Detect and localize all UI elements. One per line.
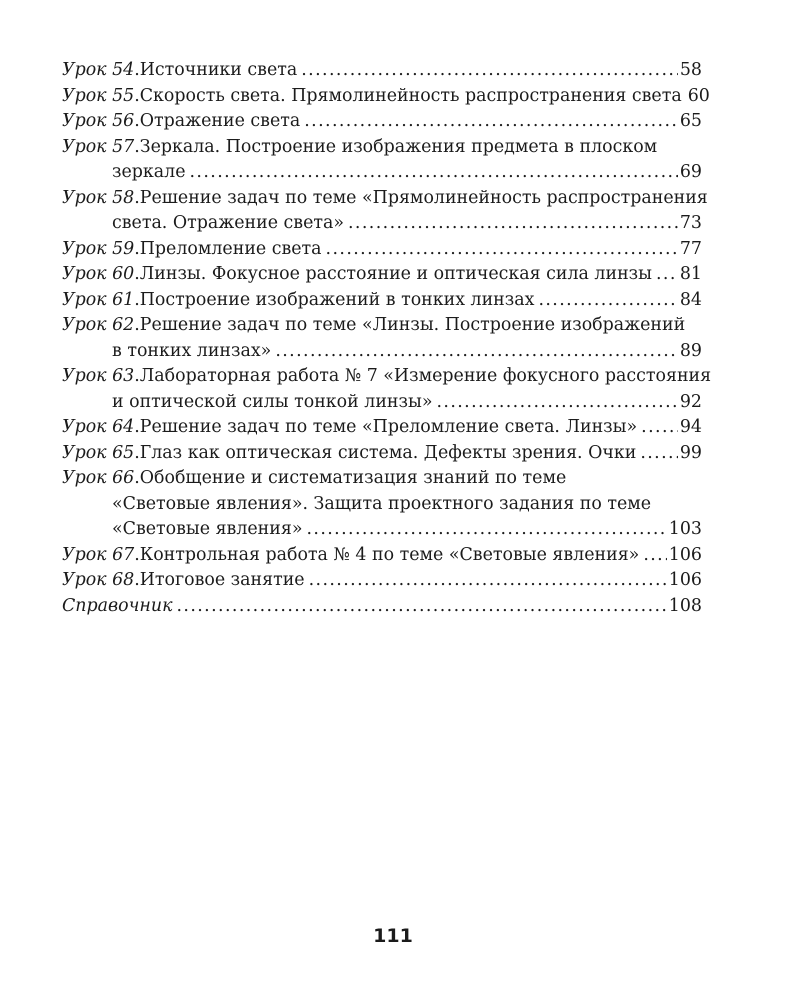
toc-entry-label: Урок 57 xyxy=(62,136,135,157)
toc-entry[interactable] xyxy=(62,84,710,110)
toc-entry-title: «Световые явления» xyxy=(112,519,303,539)
toc-entry-title: Линзы. Фокусное расстояние и оптическая сила линзы xyxy=(139,264,652,284)
toc-entry[interactable] xyxy=(62,186,708,237)
toc-entry-title: и оптической силы тонкой линзы» xyxy=(112,391,433,412)
toc-entry-line xyxy=(62,364,712,390)
toc-entry-title: Построение изображений в тонких линзах xyxy=(139,289,535,310)
dot-leader xyxy=(643,543,666,569)
toc-entry-title: света. Отражение света» xyxy=(112,213,344,233)
dot-leader xyxy=(538,288,677,314)
toc-entry-page: 106 xyxy=(668,570,702,590)
toc-entry-separator: . xyxy=(134,264,140,284)
toc-entry[interactable] xyxy=(62,543,702,569)
toc-entry-line xyxy=(62,288,702,314)
toc-entry-separator: . xyxy=(134,366,140,386)
toc-entry[interactable] xyxy=(62,568,702,594)
toc-entry-title: Контрольная работа № 4 по теме «Световые явления» xyxy=(139,544,640,565)
toc-entry-label: Справочник xyxy=(62,595,173,616)
toc-entry-title: зеркале xyxy=(112,162,186,182)
dot-leader xyxy=(176,594,666,620)
toc-entry[interactable] xyxy=(62,466,702,543)
toc-entry-separator: . xyxy=(134,85,140,106)
toc-entry-line xyxy=(62,594,702,620)
toc-entry-line xyxy=(62,186,708,212)
toc-entry[interactable] xyxy=(62,262,702,288)
toc-entry-separator: . xyxy=(134,442,140,463)
toc-entry-page: 99 xyxy=(679,442,702,463)
toc-entry-label: Урок 65 xyxy=(62,442,135,463)
toc-entry-line xyxy=(62,466,702,492)
toc-entry-separator: . xyxy=(134,60,140,80)
toc-entry-title: Итоговое занятие xyxy=(139,570,305,590)
toc-entry-page: 108 xyxy=(668,595,702,616)
toc-entry-line xyxy=(62,313,702,339)
toc-entry-title: Источники света xyxy=(139,60,298,80)
toc-entry-line xyxy=(62,441,702,467)
toc-entry-page: 69 xyxy=(679,162,702,182)
toc-entry-title: Лабораторная работа № 7 «Измерение фокусного расстояния xyxy=(139,366,712,386)
dot-leader xyxy=(301,58,678,84)
toc-entry-label: Урок 62 xyxy=(62,315,135,335)
toc-entry-separator: . xyxy=(134,238,140,259)
toc-entry[interactable] xyxy=(62,237,702,263)
toc-entry-page: 73 xyxy=(679,213,702,233)
toc-entry-line xyxy=(62,517,702,543)
toc-entry-title: Отражение света xyxy=(139,111,301,131)
toc-entry-line xyxy=(62,109,702,135)
toc-entry-separator: . xyxy=(134,544,140,565)
dot-leader xyxy=(326,237,678,263)
toc-entry-page: 89 xyxy=(679,340,702,361)
dot-leader xyxy=(304,109,678,135)
toc-entry-title: Скорость света. Прямолинейность распространения света xyxy=(139,85,682,106)
toc-entry-label: Урок 60 xyxy=(62,264,135,284)
toc-entry[interactable] xyxy=(62,135,702,186)
toc-entry-title: Преломление света xyxy=(139,238,322,259)
toc-entry-page: 58 xyxy=(679,60,702,80)
toc-entry-title: Глаз как оптическая система. Дефекты зрения. Очки xyxy=(139,442,637,463)
dot-leader xyxy=(640,441,678,467)
toc-entry-page: 106 xyxy=(668,544,702,565)
toc-entry-title: Зеркала. Построение изображения предмета в плоском xyxy=(139,136,658,157)
toc-entry-title: Обобщение и систематизация знаний по теме xyxy=(139,468,567,488)
toc-entry-label: Урок 63 xyxy=(62,366,135,386)
dot-leader xyxy=(656,262,678,288)
toc-entry-page: 60 xyxy=(687,85,710,106)
toc-entry[interactable] xyxy=(62,415,702,441)
toc-entry-separator: . xyxy=(134,468,140,488)
toc-entry-title: Решение задач по теме «Преломление света. Линзы» xyxy=(139,417,638,437)
toc-entry[interactable] xyxy=(62,364,712,415)
toc-entry-label: Урок 67 xyxy=(62,544,135,565)
toc-entry-line xyxy=(62,390,702,416)
toc-entry-line xyxy=(62,160,702,186)
toc-entry-separator: . xyxy=(134,289,140,310)
toc-entry-line xyxy=(62,568,702,594)
toc-entry-line xyxy=(62,135,702,161)
toc-entry-separator: . xyxy=(134,315,140,335)
dot-leader xyxy=(436,390,677,416)
toc-entry-label: Урок 55 xyxy=(62,85,135,106)
toc-entry-line xyxy=(62,339,702,365)
toc-entry-label: Урок 56 xyxy=(62,111,135,131)
toc-entry-line xyxy=(62,58,702,84)
toc-entry-page: 77 xyxy=(679,238,702,259)
toc-entry[interactable] xyxy=(62,594,702,620)
toc-entry-label: Урок 68 xyxy=(62,570,135,590)
dot-leader xyxy=(641,415,678,441)
toc-entry-page: 65 xyxy=(679,111,702,131)
dot-leader xyxy=(309,568,667,594)
dot-leader xyxy=(275,339,678,365)
toc-entry-label: Урок 61 xyxy=(62,289,135,310)
toc-entry-label: Урок 66 xyxy=(62,468,135,488)
toc-entry-label: Урок 64 xyxy=(62,417,135,437)
toc-entry[interactable] xyxy=(62,441,702,467)
toc-entry-separator: . xyxy=(134,187,140,208)
dot-leader xyxy=(190,160,678,186)
toc-entry-line xyxy=(62,415,702,441)
toc-entry-separator: . xyxy=(134,417,140,437)
toc-entry-title: «Световые явления». Защита проектного задания по теме xyxy=(112,493,652,514)
dot-leader xyxy=(348,211,678,237)
toc-entry-title: Решение задач по теме «Прямолинейность распространения xyxy=(139,187,708,208)
toc-entry[interactable] xyxy=(62,58,702,84)
toc-entry-page: 94 xyxy=(679,417,702,437)
toc-entry-label: Урок 58 xyxy=(62,187,135,208)
toc-entry-separator: . xyxy=(134,570,140,590)
toc-entry[interactable] xyxy=(62,313,702,364)
page-number: 111 xyxy=(373,925,413,947)
toc-entry-page: 84 xyxy=(679,289,702,310)
toc-entry-line xyxy=(62,492,702,518)
table-of-contents xyxy=(62,58,712,619)
toc-entry[interactable] xyxy=(62,288,702,314)
toc-entry-line xyxy=(62,237,702,263)
toc-entry[interactable] xyxy=(62,109,702,135)
toc-entry-label: Урок 59 xyxy=(62,238,135,259)
toc-entry-page: 103 xyxy=(668,519,702,539)
toc-entry-separator: . xyxy=(134,111,140,131)
toc-entry-line xyxy=(62,543,702,569)
toc-entry-title: Решение задач по теме «Линзы. Построение изображений xyxy=(139,315,686,335)
toc-entry-line xyxy=(62,84,710,110)
dot-leader xyxy=(306,517,666,543)
toc-entry-line xyxy=(62,211,702,237)
toc-entry-label: Урок 54 xyxy=(62,60,135,80)
toc-entry-page: 92 xyxy=(679,391,702,412)
toc-entry-title: в тонких линзах» xyxy=(112,340,272,361)
toc-entry-line xyxy=(62,262,702,288)
toc-entry-separator: . xyxy=(134,136,140,157)
toc-entry-page: 81 xyxy=(679,264,702,284)
